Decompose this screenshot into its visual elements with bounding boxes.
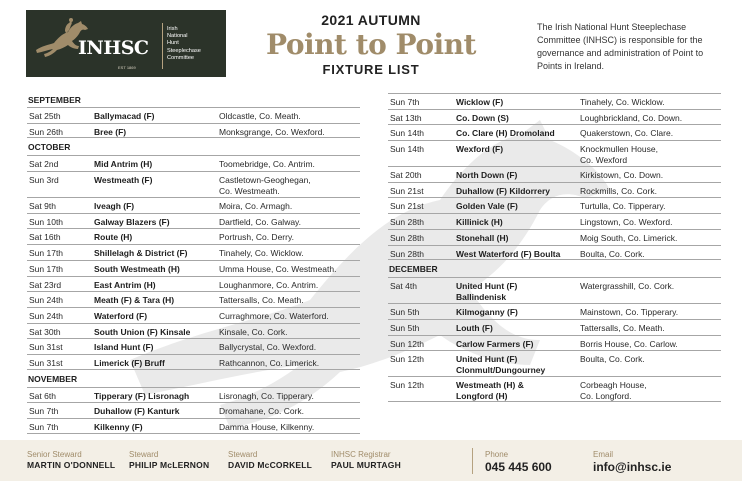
- footer-value: MARTIN O'DONNELL: [27, 460, 116, 470]
- fixture-row: [27, 107, 360, 123]
- fixture-venue: Moira, Co. Armagh.: [219, 201, 293, 212]
- fixture-row: [27, 418, 360, 434]
- fixture-venue: Oldcastle, Co. Meath.: [219, 111, 301, 121]
- fixture-venue: Castletown-Geoghegan, Co. Westmeath.: [219, 175, 311, 196]
- fixtures-column-right: [388, 92, 721, 402]
- header: [0, 0, 742, 90]
- fixture-row: [27, 171, 360, 197]
- fixture-date: Sun 10th: [29, 216, 64, 227]
- fixture-hunt: Carlow Farmers (F): [456, 338, 534, 349]
- footer-senior-steward: [27, 450, 115, 471]
- fixture-hunt: Ballymacad (F): [94, 111, 155, 121]
- footer-divider: [472, 448, 473, 474]
- fixture-row: [27, 260, 360, 276]
- page-title: Point to Point: [266, 28, 476, 61]
- fixture-venue: Boulta, Co. Cork.: [580, 354, 645, 365]
- fixture-hunt: Meath (F) & Tara (H): [94, 295, 175, 306]
- fixture-date: Sun 7th: [390, 97, 420, 107]
- footer-steward-2: [228, 450, 312, 471]
- fixture-date: Sun 3rd: [29, 175, 59, 186]
- fixture-hunt: Iveagh (F): [94, 201, 135, 212]
- title-block: [240, 12, 502, 77]
- fixture-venue: Monksgrange, Co. Wexford.: [219, 126, 325, 137]
- fixture-date: Sun 21st: [390, 185, 424, 196]
- fixture-venue: Tattersalls, Co. Meath.: [219, 295, 304, 306]
- fixture-date: Sun 12th: [390, 380, 425, 391]
- fixture-date: Sun 17th: [29, 263, 64, 274]
- fixture-row: [388, 277, 721, 303]
- fixture-row: [27, 402, 360, 418]
- fixture-date: Sun 26th: [29, 126, 64, 137]
- fixture-venue: Borris House, Co. Carlow.: [580, 338, 678, 349]
- intro-text: The Irish National Hunt Steeplechase Committee (INHSC) is responsible for the governance and administration of Point to Points in Ireland.: [537, 22, 704, 71]
- fixture-row: [27, 338, 360, 354]
- fixture-venue: Tattersalls, Co. Meath.: [580, 322, 665, 333]
- fixture-venue: Turtulla, Co. Tipperary.: [580, 201, 666, 212]
- fixture-hunt: Wexford (F): [456, 144, 504, 155]
- fixture-hunt: Duhallow (F) Kanturk: [94, 406, 180, 417]
- logo-line: Hunt: [167, 40, 179, 47]
- fixture-row: [27, 276, 360, 292]
- footer-label: Senior Steward: [27, 450, 82, 459]
- fixture-row: [27, 387, 360, 403]
- footer-label: Email: [593, 450, 614, 459]
- fixture-date: Sun 28th: [390, 217, 425, 228]
- fixture-hunt: Wicklow (F): [456, 97, 504, 107]
- fixture-date: Sat 20th: [390, 170, 422, 181]
- logo-line: Steeplechase: [167, 47, 201, 54]
- fixture-hunt: South Westmeath (H): [94, 263, 180, 274]
- fixture-date: Sun 12th: [390, 354, 425, 365]
- fixture-hunt: East Antrim (H): [94, 279, 156, 290]
- fixture-hunt: West Waterford (F) Boulta: [456, 248, 561, 259]
- month-heading: OCTOBER: [28, 142, 71, 153]
- fixture-row: [388, 166, 721, 182]
- fixture-venue: Kirkistown, Co. Down.: [580, 170, 664, 181]
- fixture-venue: Tinahely, Co. Wicklow.: [580, 97, 665, 107]
- fixture-date: Sat 4th: [390, 281, 417, 292]
- footer-steward-1: [129, 450, 209, 471]
- fixture-row: [388, 376, 721, 402]
- fixture-venue: Kinsale, Co. Cork.: [219, 326, 288, 337]
- fixture-date: Sun 31st: [29, 357, 63, 368]
- fixture-date: Sun 12th: [390, 338, 425, 349]
- footer-value: DAVID McCORKELL: [228, 460, 313, 470]
- fixture-venue: Loughbrickland, Co. Down.: [580, 112, 683, 123]
- fixture-venue: Rathcannon, Co. Limerick.: [219, 357, 320, 368]
- fixture-date: Sun 28th: [390, 232, 425, 243]
- fixture-hunt: Galway Blazers (F): [94, 216, 170, 227]
- phone-number[interactable]: 045 445 600: [485, 460, 552, 474]
- footer: [0, 440, 742, 481]
- fixture-venue: Mainstown, Co. Tipperary.: [580, 307, 679, 318]
- fixture-date: Sun 31st: [29, 342, 63, 353]
- fixture-hunt: United Hunt (F) Ballindenisk: [456, 281, 518, 302]
- fixtures-column-left: [27, 92, 360, 434]
- fixture-date: Sat 16th: [29, 232, 61, 243]
- fixture-hunt: Westmeath (H) & Longford (H): [456, 380, 524, 401]
- fixture-venue: Curraghmore, Co. Waterford.: [219, 310, 329, 321]
- footer-registrar: [331, 450, 401, 471]
- fixture-hunt: Westmeath (F): [94, 175, 153, 186]
- logo-name: INHSC: [78, 37, 149, 59]
- fixture-venue: Rockmills, Co. Cork.: [580, 185, 657, 196]
- fixture-hunt: Golden Vale (F): [456, 201, 518, 212]
- fixture-date: Sun 21st: [390, 201, 424, 212]
- fixture-venue: Lisronagh, Co. Tipperary.: [219, 390, 314, 401]
- fixture-hunt: Co. Down (S): [456, 112, 509, 123]
- fixture-date: Sun 28th: [390, 248, 425, 259]
- fixture-row: [388, 350, 721, 376]
- fixture-date: Sat 2nd: [29, 159, 59, 170]
- fixture-venue: Watergrasshill, Co. Cork.: [580, 281, 675, 292]
- fixture-hunt: Tipperary (F) Lisronagh: [94, 390, 190, 401]
- fixture-date: Sun 5th: [390, 307, 420, 318]
- fixture-date: Sun 5th: [390, 322, 420, 333]
- logo-line: National: [167, 33, 188, 40]
- fixture-date: Sun 24th: [29, 310, 64, 321]
- logo-divider: [162, 23, 163, 69]
- fixture-row: [388, 213, 721, 229]
- fixture-hunt: Kilmoganny (F): [456, 307, 518, 318]
- fixture-date: Sun 14th: [390, 144, 425, 155]
- fixture-row: [27, 155, 360, 171]
- logo-line: Irish: [167, 26, 178, 32]
- fixture-date: Sat 6th: [29, 390, 56, 401]
- fixture-hunt: Bree (F): [94, 126, 127, 137]
- fixture-row: [388, 124, 721, 140]
- fixture-venue: Moig South, Co. Limerick.: [580, 232, 678, 243]
- fixture-row: [388, 109, 721, 125]
- footer-label: Phone: [485, 450, 509, 459]
- logo-established: EST 1869: [118, 65, 136, 70]
- fixture-hunt: Island Hunt (F): [94, 342, 154, 353]
- fixture-venue: Dartfield, Co. Galway.: [219, 216, 302, 227]
- fixture-hunt: Killinick (H): [456, 217, 503, 228]
- month-heading: NOVEMBER: [28, 373, 78, 384]
- fixture-date: Sat 25th: [29, 111, 61, 121]
- fixture-hunt: Mid Antrim (H): [94, 159, 153, 170]
- fixture-hunt: South Union (F) Kinsale: [94, 326, 191, 337]
- fixture-hunt: Waterford (F): [94, 310, 148, 321]
- fixture-venue: Quakerstown, Co. Clare.: [580, 128, 674, 139]
- fixture-venue: Dromahane, Co. Cork.: [219, 406, 305, 417]
- fixture-hunt: Kilkenny (F): [94, 422, 143, 432]
- fixture-row: [27, 323, 360, 339]
- fixture-date: Sat 23rd: [29, 279, 62, 290]
- fixture-row: [27, 291, 360, 307]
- fixture-row: [27, 354, 360, 370]
- fixture-venue: Umma House, Co. Westmeath.: [219, 263, 337, 274]
- fixture-hunt: Shillelagh & District (F): [94, 248, 188, 259]
- fixture-row: [388, 182, 721, 198]
- fixture-date: Sun 24th: [29, 295, 64, 306]
- fixture-row: [27, 244, 360, 260]
- inhsc-logo: [26, 10, 226, 77]
- fixture-venue: Lingstown, Co. Wexford.: [580, 217, 673, 228]
- fixture-row: [388, 303, 721, 319]
- footer-value: PHILIP McLERNON: [129, 460, 210, 470]
- fixture-hunt: Duhallow (F) Kildorrery: [456, 185, 550, 196]
- fixture-hunt: Route (H): [94, 232, 133, 243]
- fixture-hunt: Limerick (F) Bruff: [94, 357, 165, 368]
- footer-label: Steward: [129, 450, 159, 459]
- footer-label: INHSC Registrar: [331, 450, 391, 459]
- fixture-row: [388, 335, 721, 351]
- fixture-row: [27, 307, 360, 323]
- fixture-date: Sun 14th: [390, 128, 425, 139]
- title-year: 2021 AUTUMN: [321, 12, 421, 28]
- fixture-hunt: Stonehall (H): [456, 232, 509, 243]
- footer-value: PAUL MURTAGH: [331, 460, 401, 470]
- fixture-row: [388, 319, 721, 335]
- fixture-hunt: North Down (F): [456, 170, 518, 181]
- month-heading: DECEMBER: [389, 264, 438, 275]
- fixture-row: [388, 197, 721, 213]
- fixture-row: [388, 229, 721, 245]
- month-heading: SEPTEMBER: [28, 95, 81, 105]
- logo-line: Committee: [167, 54, 195, 61]
- fixture-row: [27, 228, 360, 244]
- fixture-hunt: United Hunt (F) Clonmult/Dungourney: [456, 354, 546, 375]
- fixture-venue: Toomebridge, Co. Antrim.: [219, 159, 315, 170]
- fixture-row: [27, 213, 360, 229]
- email-link[interactable]: info@inhsc.ie: [593, 460, 672, 474]
- fixture-venue: Ballycrystal, Co. Wexford.: [219, 342, 317, 353]
- fixture-venue: Corbeagh House, Co. Longford.: [580, 380, 647, 401]
- fixture-row: [27, 123, 360, 139]
- fixture-venue: Portrush, Co. Derry.: [219, 232, 294, 243]
- fixture-row: [388, 245, 721, 261]
- fixture-row: [27, 197, 360, 213]
- fixture-venue: Damma House, Kilkenny.: [219, 422, 315, 432]
- title-subtitle: FIXTURE LIST: [322, 62, 420, 77]
- footer-phone: [485, 450, 552, 474]
- footer-email: [593, 450, 671, 474]
- fixture-date: Sat 13th: [390, 112, 422, 123]
- fixture-venue: Loughanmore, Co. Antrim.: [219, 279, 319, 290]
- fixture-date: Sun 17th: [29, 248, 64, 259]
- fixture-hunt: Louth (F): [456, 322, 493, 333]
- logo-full-name: [167, 26, 201, 62]
- fixture-venue: Boulta, Co. Cork.: [580, 248, 645, 259]
- fixture-hunt: Co. Clare (H) Dromoland: [456, 128, 555, 139]
- fixture-venue: Knockmullen House, Co. Wexford: [580, 144, 658, 165]
- fixture-date: Sun 7th: [29, 422, 59, 432]
- fixture-date: Sat 30th: [29, 326, 61, 337]
- fixture-row: [388, 140, 721, 166]
- fixture-venue: Tinahely, Co. Wicklow.: [219, 248, 304, 259]
- fixture-date: Sun 7th: [29, 406, 59, 417]
- fixture-row: [388, 93, 721, 109]
- footer-label: Steward: [228, 450, 258, 459]
- fixture-date: Sat 9th: [29, 201, 56, 212]
